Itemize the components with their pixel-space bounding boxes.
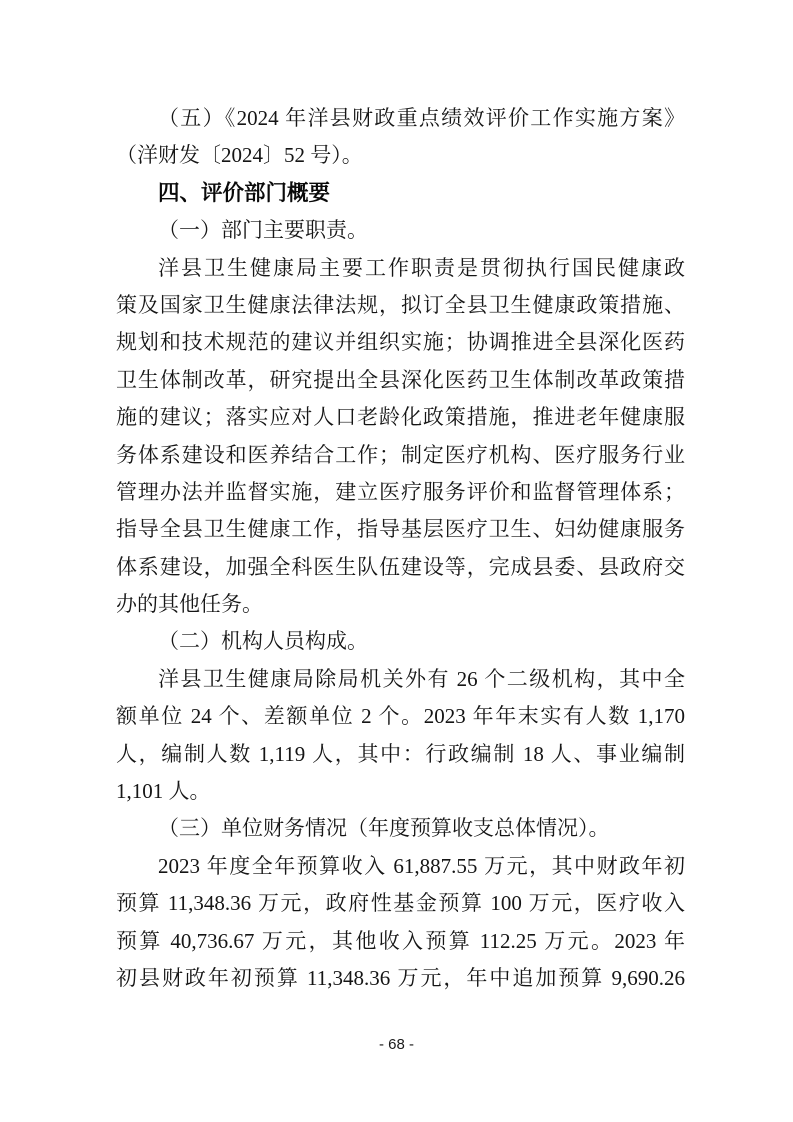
budget-paragraph-line: 预算 11,348.36 万元，政府性基金预算 100 万元，医疗收入 — [116, 891, 685, 916]
department-duties-paragraph-line: 策及国家卫生健康法律法规，拟订全县卫生健康政策措施、 — [116, 292, 685, 317]
section-4-heading-line: 四、评价部门概要 — [158, 180, 331, 205]
department-duties-paragraph-line: 管理办法并监督实施，建立医疗服务评价和监督管理体系； — [116, 479, 685, 504]
subsection-2-heading-line: （二）机构人员构成。 — [158, 629, 368, 654]
staffing-paragraph-line: 洋县卫生健康局除局机关外有 26 个二级机构，其中全 — [158, 666, 685, 691]
budget-paragraph-line: 初县财政年初预算 11,348.36 万元，年中追加预算 9,690.26 — [116, 965, 685, 990]
budget-paragraph-line: 2023 年度全年预算收入 61,887.55 万元，其中财政年初 — [158, 853, 685, 878]
subsection-1-heading — [116, 212, 685, 249]
budget-paragraph-line: 预算 40,736.67 万元，其他收入预算 112.25 万元。2023 年 — [116, 928, 685, 953]
staffing-paragraph — [116, 661, 685, 811]
clause-5-reference-paragraph-line: （五）《2024 年洋县财政重点绩效评价工作实施方案》 — [158, 106, 685, 130]
clause-5-reference-paragraph — [116, 100, 685, 175]
department-duties-paragraph-line: 办的其他任务。 — [116, 592, 263, 617]
staffing-paragraph-line: 人，编制人数 1,119 人，其中：行政编制 18 人、事业编制 — [116, 741, 685, 766]
department-duties-paragraph-line: 规划和技术规范的建议并组织实施；协调推进全县深化医药 — [116, 330, 685, 355]
budget-paragraph — [116, 848, 685, 998]
subsection-3-heading — [116, 810, 685, 847]
subsection-2-heading — [116, 623, 685, 660]
clause-5-reference-paragraph-line: （洋财发〔2024〕52 号）。 — [116, 143, 363, 168]
department-duties-paragraph-line: 体系建设，加强全科医生队伍建设等，完成县委、县政府交 — [116, 554, 685, 579]
staffing-paragraph-line: 额单位 24 个、差额单位 2 个。2023 年年末实有人数 1,170 — [116, 704, 685, 729]
subsection-3-heading-line: （三）单位财务情况（年度预算收支总体情况）。 — [158, 816, 610, 841]
page-number: - 68 - — [378, 1036, 414, 1053]
subsection-1-heading-line: （一）部门主要职责。 — [158, 218, 368, 243]
department-duties-paragraph-line: 卫生体制改革，研究提出全县深化医药卫生体制改革政策措 — [116, 367, 685, 392]
staffing-paragraph-line: 1,101 人。 — [116, 779, 211, 804]
department-duties-paragraph — [116, 250, 685, 624]
department-duties-paragraph-line: 务体系建设和医养结合工作；制定医疗机构、医疗服务行业 — [116, 442, 685, 467]
department-duties-paragraph-line: 洋县卫生健康局主要工作职责是贯彻执行国民健康政 — [158, 255, 685, 280]
document-content — [116, 100, 685, 997]
department-duties-paragraph-line: 指导全县卫生健康工作，指导基层医疗卫生、妇幼健康服务 — [116, 517, 685, 542]
section-4-heading — [116, 175, 685, 212]
department-duties-paragraph-line: 施的建议；落实应对人口老龄化政策措施，推进老年健康服 — [116, 405, 685, 430]
